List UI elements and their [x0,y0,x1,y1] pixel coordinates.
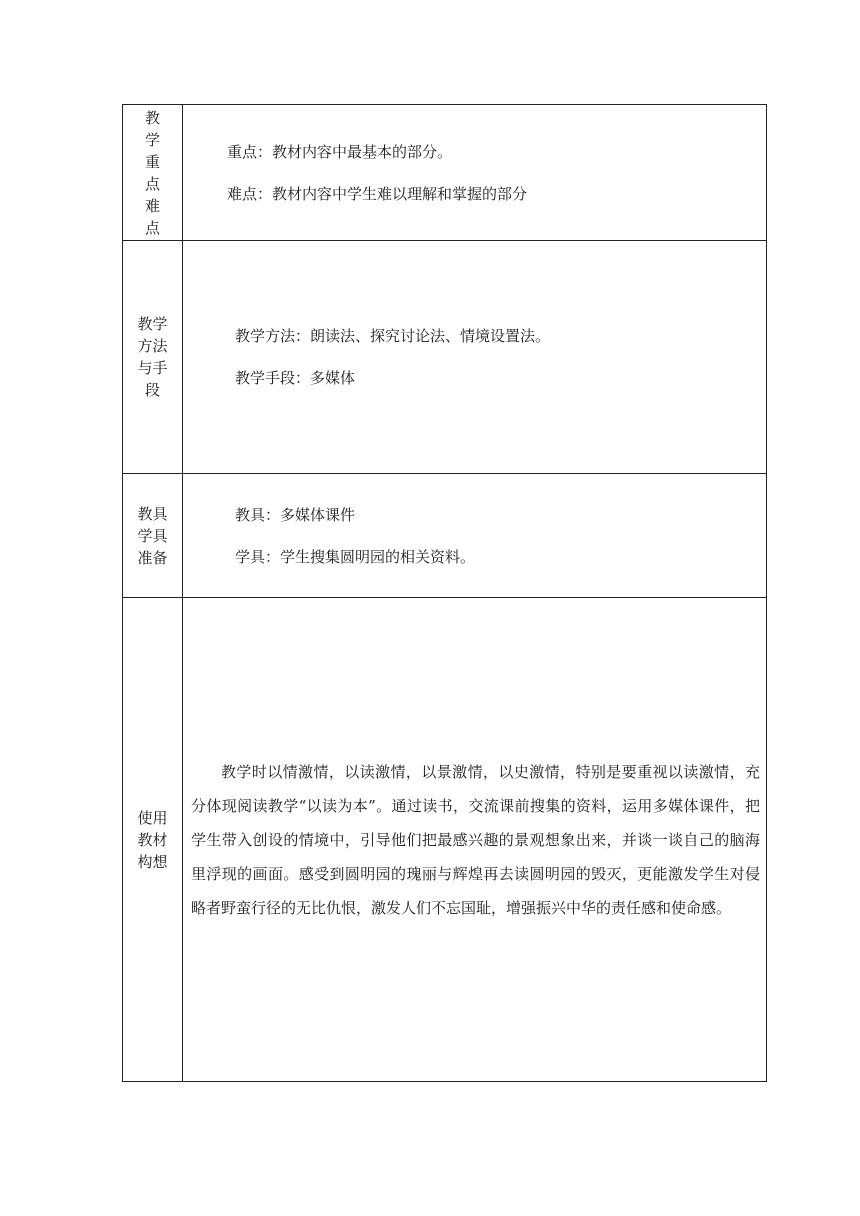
concept-content-cell [183,598,767,1082]
key-points-label-cell [123,105,183,241]
teaching-means-text: 教学手段：多媒体 [235,369,356,387]
row-concept [123,598,767,1082]
tools-label: 教具学具准备 [137,504,168,567]
lesson-plan-table [122,104,767,1082]
row-tools [123,474,767,598]
learning-aids-text: 学具：学生搜集圆明园的相关资料。 [235,547,476,566]
row-key-points [123,105,767,241]
tools-content-cell [183,474,767,598]
tools-label-cell [123,474,183,598]
teaching-aids-text: 教具：多媒体课件 [235,505,356,524]
methods-label-cell [123,241,183,474]
concept-paragraph: 教学时以情激情，以读激情，以景激情，以史激情，特别是要重视以读激情，充分体现阅读教学“以读为本”。通过读书，交流课前搜集的资料，运用多媒体课件，把学生带入创设的情境中，引导他们把最感兴趣的景观想象出来，并谈一谈自己的脑海里浮现的画面。感受到圆明园的瑰丽与辉煌再去读圆明园的毁灭，更能激发学生对侵略者野蛮行径的无比仇恨，激发人们不忘国耻，增强振兴中华的责任感和使命感。 [191,762,760,917]
difficult-point-text: 难点：教材内容中学生难以理解和掌握的部分 [227,184,528,203]
teaching-methods-text: 教学方法：朗读法、探究讨论法、情境设置法。 [235,327,551,345]
methods-label: 教学方法与手段 [137,315,168,399]
row-methods [123,241,767,474]
methods-content-cell [183,241,767,474]
concept-label: 使用教材构想 [137,808,168,871]
key-points-label: 教学重点难点 [144,108,160,237]
concept-label-cell [123,598,183,1082]
key-point-text: 重点：教材内容中最基本的部分。 [227,142,453,161]
key-points-content-cell [183,105,767,241]
